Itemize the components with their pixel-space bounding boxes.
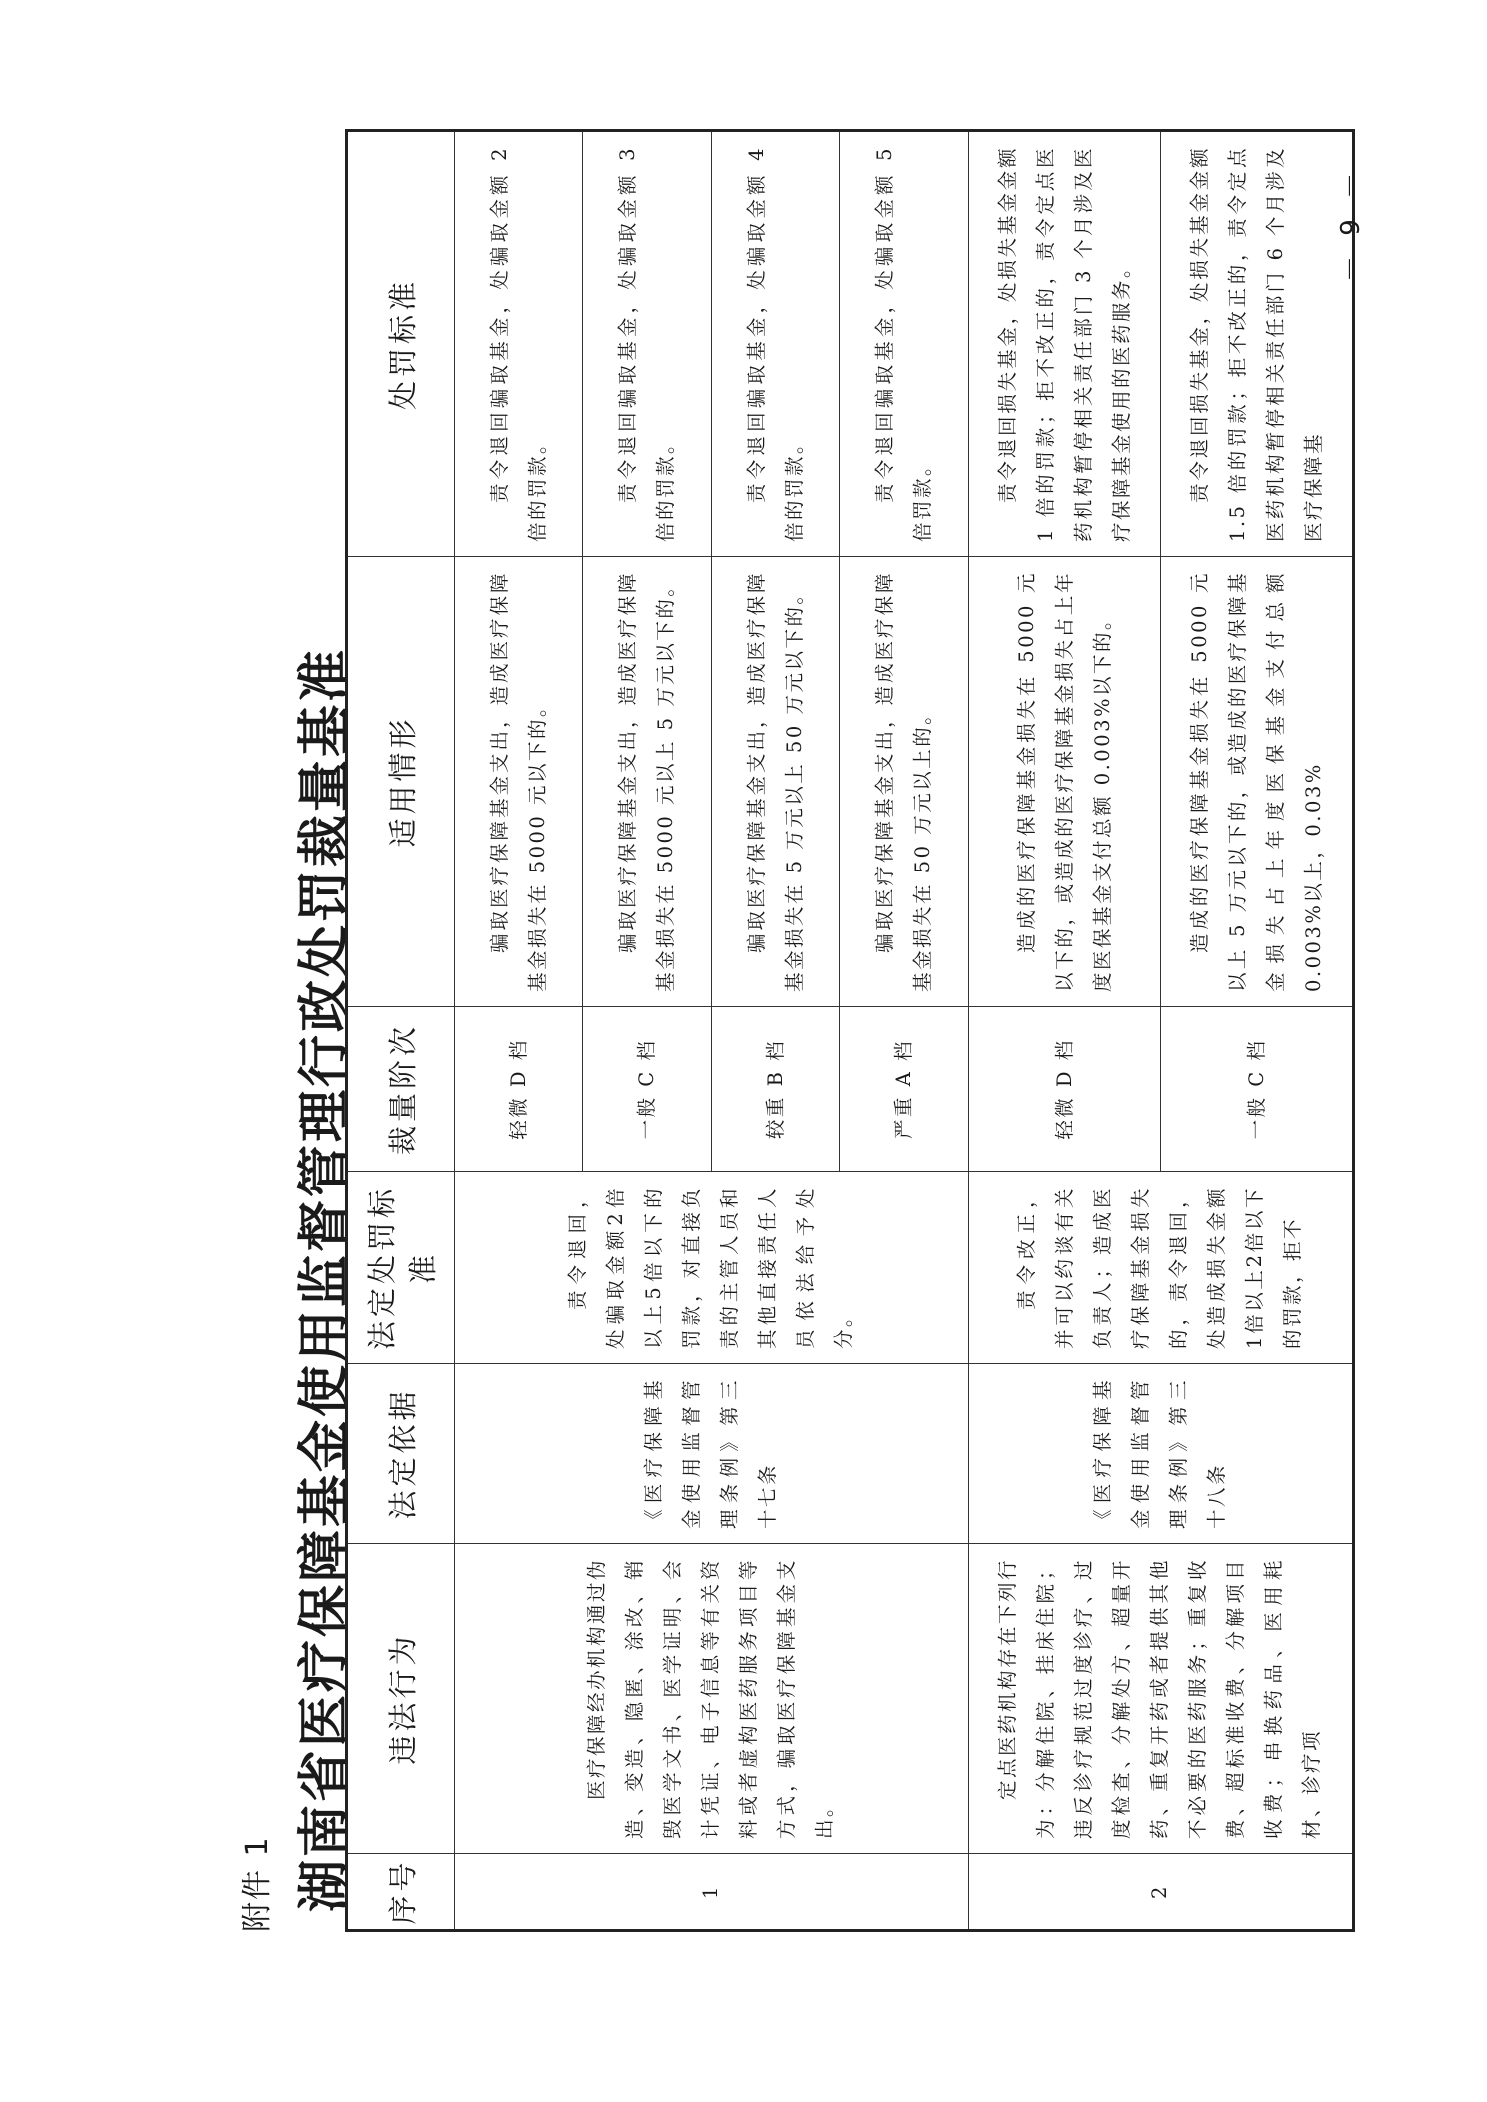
row-penalty: 责令退回骗取基金，处骗取金额 3 倍的罚款。 [583,131,711,557]
row-case: 骗取医疗保障基金支出，造成医疗保障基金损失在 5000 元以下的。 [455,557,583,1007]
row-case: 骗取医疗保障基金支出，造成医疗保障基金损失在 5 万元以上 50 万元以下的。 [711,557,839,1007]
row-act: 定点医药机构存在下列行为：分解住院、挂床住院；违反诊疗规范过度诊疗、过度检查、分解处方、超量开药、重复开药或者提供其他不必要的医药服务；重复收费、超标准收费、分解项目收费；串换药品、医用耗材、诊疗项 [968,1544,1353,1854]
header-std: 法定处罚标准 [347,1172,455,1364]
row-case: 造成的医疗保障基金损失在 5000 元以下的，或造成的医疗保障基金损失占上年度医保基金支付总额 0.003%以下的。 [968,557,1161,1007]
page-number: － 9 － [1336,166,1366,282]
row-penalty: 责令退回损失基金，处损失基金金额 1 倍的罚款；拒不改正的，责令定点医药机构暂停相关责任部门 3 个月涉及医疗保障基金使用的医药服务。 [968,131,1161,557]
row-level: 较重 B 档 [711,1007,839,1172]
table-row [455,131,583,1931]
header-seq: 序号 [347,1854,455,1931]
header-penalty: 处罚标准 [347,131,455,557]
header-case: 适用情形 [347,557,455,1007]
row-penalty: 责令退回骗取基金，处骗取金额 2 倍的罚款。 [455,131,583,557]
attachment-label: 附件 1 [240,1835,275,1932]
row-seq: 1 [455,1854,969,1931]
penalty-standard-table [345,129,1355,1932]
row-level: 一般 C 档 [583,1007,711,1172]
row-level: 一般 C 档 [1161,1007,1354,1172]
row-case: 造成的医疗保障基金损失在 5000 元以上 5 万元以下的，或造成的医疗保障基金损失占上年度医保基金支付总额 0.003%以上，0.03% [1161,557,1354,1007]
table-header-row [347,131,455,1931]
table-row [968,131,1161,1931]
header-level: 裁量阶次 [347,1007,455,1172]
header-basis: 法定依据 [347,1364,455,1544]
row-std: 责令改正，并可以约谈有关负责人；造成医疗保障基金损失的，责令退回，处造成损失金额1倍以上2倍以下的罚款，拒不 [968,1172,1353,1364]
row-level: 严重 A 档 [840,1007,968,1172]
row-basis: 《医疗保障基金使用监督管理条例》第三十八条 [968,1364,1353,1544]
row-case: 骗取医疗保障基金支出，造成医疗保障基金损失在 5000 元以上 5 万元以下的。 [583,557,711,1007]
row-level: 轻微 D 档 [455,1007,583,1172]
row-level: 轻微 D 档 [968,1007,1161,1172]
row-case: 骗取医疗保障基金支出，造成医疗保障基金损失在 50 万元以上的。 [840,557,968,1007]
row-penalty: 责令退回骗取基金，处骗取金额 5 倍罚款。 [840,131,968,557]
header-act: 违法行为 [347,1544,455,1854]
row-std: 责令退回，处骗取金额2倍以上5倍以下的罚款，对直接负责的主管人员和其他直接责任人员依法给予处分。 [455,1172,969,1364]
row-act: 医疗保障经办机构通过伪造、变造、隐匿、涂改、销毁医学文书、医学证明、会计凭证、电子信息等有关资料或者虚构医药服务项目等方式，骗取医疗保障基金支出。 [455,1544,969,1854]
row-basis: 《医疗保障基金使用监督管理条例》第三十七条 [455,1364,969,1544]
document-title: 湖南省医疗保障基金使用监督管理行政处罚裁量基准 [295,646,355,1912]
row-seq: 2 [968,1854,1353,1931]
row-penalty: 责令退回骗取基金，处骗取金额 4 倍的罚款。 [711,131,839,557]
row-penalty: 责令退回损失基金，处损失基金金额 1.5 倍的罚款；拒不改正的，责令定点医药机构暂停相关责任部门 6 个月涉及医疗保障基 [1161,131,1354,557]
